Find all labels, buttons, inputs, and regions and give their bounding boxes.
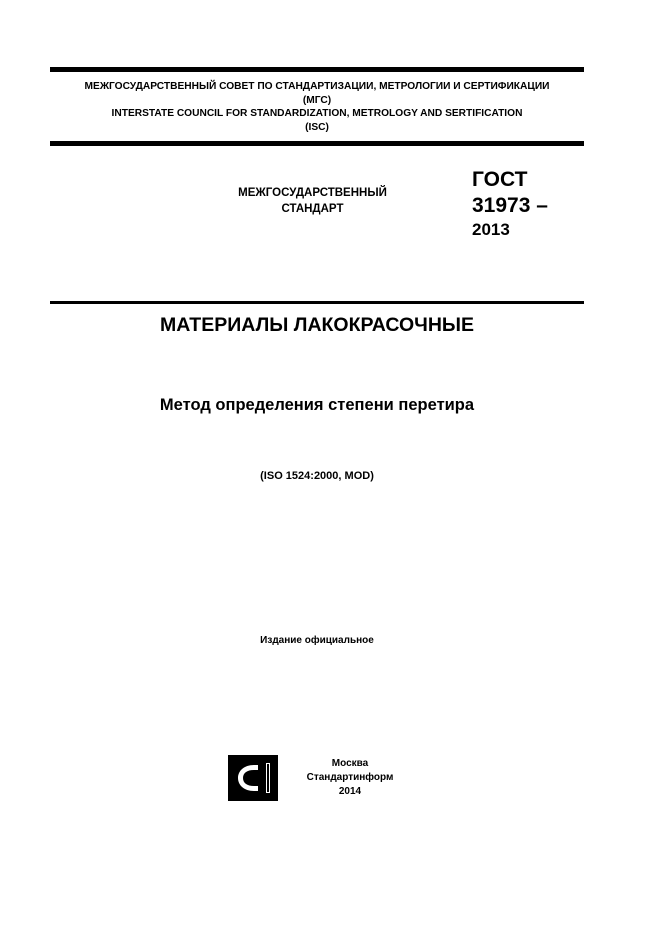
council-header: МЕЖГОСУДАРСТВЕННЫЙ СОВЕТ ПО СТАНДАРТИЗАЦИИ, МЕТРОЛОГИИ И СЕРТИФИКАЦИИ (МГС) INTERSTATE COUNCIL FOR STANDARDIZATION, METROLOGY AND SERTIFICATION (ISC) [84,81,550,133]
header-top-rule [50,67,584,72]
edition-note: Издание официальное [260,635,374,646]
header-bottom-rule [50,141,584,146]
standard-type: МЕЖГОСУДАРСТВЕННЫЙ СТАНДАРТ [238,187,387,215]
title-rule [50,301,584,304]
gost-number: 31973 – [472,194,548,217]
standartinform-logo-icon [228,755,278,801]
iso-reference: (ISO 1524:2000, MOD) [260,470,374,482]
gost-year: 2013 [472,220,510,239]
document-subtitle: Метод определения степени перетира [159,396,475,414]
document-title: МАТЕРИАЛЫ ЛАКОКРАСОЧНЫЕ [159,314,475,336]
publisher-info: Москва Стандартинформ 2014 [306,758,394,797]
gost-label: ГОСТ [472,168,528,191]
